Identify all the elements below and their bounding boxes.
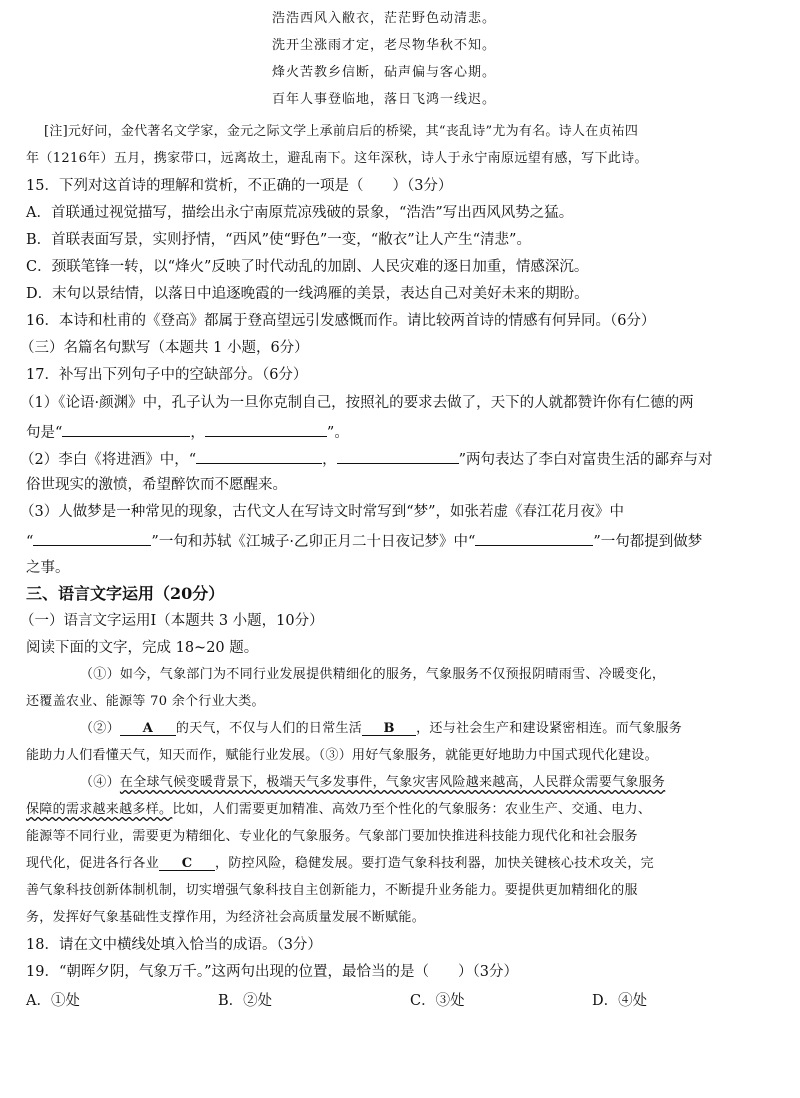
- q17-1-prefix: 句是“: [26, 425, 63, 441]
- passage-p2-marker: （②）: [80, 721, 120, 736]
- passage-p2-text-2: ，还与社会生产和建设紧密相连。而气象服务: [416, 721, 683, 736]
- q17-3-blank-1[interactable]: [33, 533, 151, 546]
- question-15-stem: 15．下列对这首诗的理解和赏析，不正确的一项是（ ）（3分）: [26, 178, 453, 194]
- question-17-part-3-line-2: [26, 533, 702, 550]
- q17-1-comma: ，: [190, 425, 205, 441]
- passage-p3-line-4-post: ，防控风险，稳健发展。要打造气象科技利器，加快关键核心技术攻关，完: [215, 856, 654, 871]
- passage-p3-line-4: [26, 857, 654, 871]
- q17-2-blank-1[interactable]: [196, 451, 322, 464]
- passage-p3-line-1: [80, 776, 665, 789]
- question-15-option-b: B．首联表面写景，实则抒情，“西风”使“野色”一变，“敝衣”让人产生“清悲”。: [26, 232, 531, 248]
- reading-instruction: 阅读下面的文字，完成 18~20 题。: [26, 640, 259, 656]
- poem-line-3: 烽火苦教乡信断，砧声偏与客心期。: [272, 65, 497, 80]
- passage-p1-line-1: （①）如今，气象部门为不同行业发展提供精细化的服务，气象服务不仅预报阴晴雨雪、冷暖变化，: [80, 667, 666, 682]
- question-17-part-3-line-3: 之事。: [26, 560, 70, 576]
- question-17-part-1-line-1: （1）《论语·颜渊》中，孔子认为一旦你克制自己，按照礼的要求去做了，天下的人就都赞许你有仁德的两: [20, 395, 694, 411]
- q17-3-suffix: ”一句都提到做梦: [593, 534, 703, 550]
- section-3-subheading: （一）语言文字运用Ⅰ（本题共 3 小题，10分）: [20, 613, 324, 629]
- q17-2-blank-2[interactable]: [337, 451, 459, 464]
- passage-p1-line-2: 还覆盖农业、能源等 70 余个行业大类。: [26, 694, 265, 709]
- question-15-option-a: A．首联通过视觉描写，描绘出永宁南原荒凉残破的景象，“浩浩”写出西风风势之猛。: [26, 205, 574, 221]
- passage-p3-line-2: [26, 803, 651, 816]
- q17-2-prefix: （2）李白《将进酒》中，“: [20, 452, 197, 468]
- poem-note-line-2: 年（1216年）五月，携家带口，远离故土，避乱南下。这年深秋，诗人于永宁南原远望有感，写下此诗。: [26, 151, 648, 166]
- question-19-option-c[interactable]: C．③处: [410, 993, 465, 1009]
- passage-p3-wavy-sentence-1: 在全球气候变暖背景下，极端天气多发事件，气象灾害风险越来越高，人民群众需要气象服务: [119, 775, 666, 790]
- section-3-heading: 三、语言文字运用（20分）: [26, 584, 225, 603]
- q17-1-blank-1[interactable]: [62, 424, 190, 437]
- question-17-part-2-line-1: [20, 451, 713, 468]
- q17-3-middle: ”一句和苏轼《江城子·乙卯正月二十日夜记梦》中“: [151, 534, 476, 550]
- question-15-option-d: D．末句以景结情，以落日中追逐晚霞的一线鸿雁的美景，表达自己对美好未来的期盼。: [26, 286, 589, 302]
- question-16: 16．本诗和杜甫的《登高》都属于登高望远引发感慨而作。请比较两首诗的情感有何异同。（6分）: [26, 313, 656, 329]
- passage-p3-text: 比如，人们需要更加精准、高效乃至个性化的气象服务：农业生产、交通、电力、: [172, 802, 652, 817]
- passage-p2-line-1: [80, 722, 682, 736]
- question-17-part-2-line-2: 俗世现实的激愤，希望醉饮而不愿醒来。: [26, 477, 287, 493]
- q17-1-blank-2[interactable]: [205, 424, 327, 437]
- passage-p3-wavy-sentence-2: 保障的需求越来越多样。: [26, 802, 173, 817]
- poem-line-2: 洗开尘涨雨才定，老尽物华秋不知。: [272, 38, 497, 53]
- q17-3-open-quote: “: [26, 534, 34, 550]
- passage-p3-line-3: 能源等不同行业，需要更为精细化、专业化的气象服务。气象部门要加快推进科技能力现代化和社会服务: [26, 829, 638, 844]
- q17-2-suffix: ”两句表达了李白对富贵生活的鄙弃与对: [458, 452, 713, 468]
- question-19-option-a[interactable]: A．①处: [26, 993, 80, 1009]
- question-19-option-b[interactable]: B．②处: [218, 993, 273, 1009]
- question-17-part-1-line-2: [26, 424, 349, 441]
- question-19-stem: 19．“朝晖夕阴，气象万千。”这两句出现的位置，最恰当的是（ ）（3分）: [26, 964, 518, 980]
- poem-line-4: 百年人事登临地，落日飞鸿一线迟。: [272, 92, 497, 107]
- q17-2-comma: ，: [322, 452, 337, 468]
- question-17-part-3-line-1: （3）人做梦是一种常见的现象，古代文人在写诗文时常写到“梦”，如张若虚《春江花月夜》中: [20, 504, 625, 520]
- question-18: 18．请在文中横线处填入恰当的成语。（3分）: [26, 937, 322, 953]
- question-19-option-d[interactable]: D．④处: [592, 993, 648, 1009]
- passage-p3-line-4-pre: 现代化，促进各行各业: [26, 856, 160, 871]
- passage-p3-line-6: 务，发挥好气象基础性支撑作用，为经济社会高质量发展不断赋能。: [26, 910, 426, 925]
- q17-1-suffix: ”。: [326, 425, 349, 441]
- passage-p3-line-5: 善气象科技创新体制机制，切实增强气象科技自主创新能力，不断提升业务能力。要提供更加精细化的服: [26, 883, 638, 898]
- passage-p2-line-2: 能助力人们看懂天气，知天而作，赋能行业发展。（③）用好气象服务，就能更好地助力中国式现代化建设。: [26, 748, 658, 763]
- passage-p2-text-1: 的天气，不仅与人们的日常生活: [175, 721, 363, 736]
- q17-3-blank-2[interactable]: [475, 533, 593, 546]
- passage-blank-b[interactable]: B: [362, 722, 416, 736]
- passage-p3-marker: （④）: [80, 775, 120, 790]
- question-17-stem: 17．补写出下列句子中的空缺部分。（6分）: [26, 367, 308, 383]
- question-15-option-c: C．颈联笔锋一转，以“烽火”反映了时代动乱的加剧、人民灾难的逐日加重，情感深沉。: [26, 259, 589, 275]
- section-mingju-heading: （三）名篇名句默写（本题共 1 小题，6分）: [20, 340, 309, 356]
- passage-blank-c[interactable]: C: [159, 857, 215, 871]
- passage-blank-a[interactable]: A: [120, 722, 176, 736]
- poem-note-line-1: [注]元好问，金代著名文学家，金元之际文学上承前启后的桥梁，其“丧乱诗”尤为有名。诗人在贞祐四: [44, 124, 639, 139]
- poem-line-1: 浩浩西风入敝衣，茫茫野色动清悲。: [272, 11, 497, 26]
